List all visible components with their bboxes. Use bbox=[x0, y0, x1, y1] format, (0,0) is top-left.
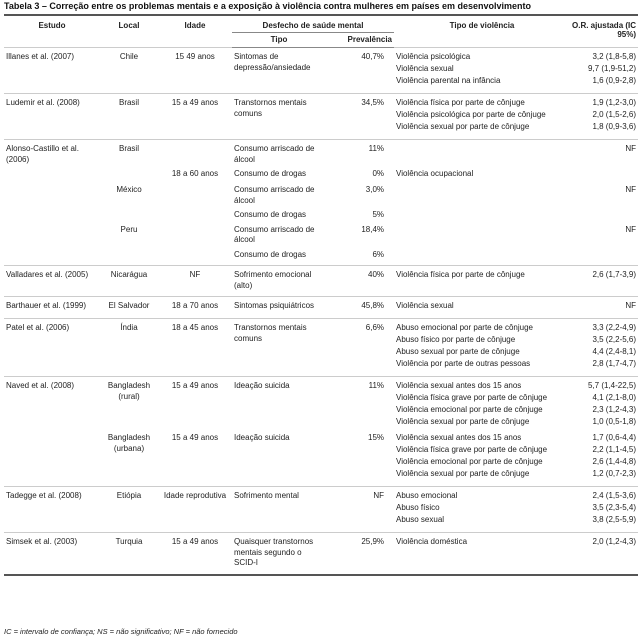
cell-prev: 5% bbox=[372, 210, 385, 219]
cell-violencia bbox=[394, 222, 570, 247]
violencia-item: Violência sexual por parte de cônjuge bbox=[396, 417, 530, 426]
header-estudo: Estudo bbox=[4, 15, 100, 48]
cell-prev: 3,0% bbox=[365, 185, 385, 194]
cell-idade: NF bbox=[158, 266, 232, 297]
cell-or bbox=[570, 247, 638, 266]
table-title: Tabela 3 – Correção entre os problemas mentais e a exposição à violência contra mulheres em países em desenvolvimento bbox=[4, 1, 532, 11]
violencia-item: Violência física por parte de cônjuge bbox=[396, 98, 525, 107]
cell-violencia bbox=[394, 266, 570, 297]
study-group bbox=[4, 533, 638, 575]
violencia-item: Violência sexual por parte de cônjuge bbox=[396, 122, 530, 131]
cell-tipo: Consumo arriscado de álcool bbox=[234, 224, 315, 244]
violencia-item: Abuso físico por parte de cônjuge bbox=[396, 335, 516, 344]
cell-local: Índia bbox=[100, 319, 158, 377]
or-item: NF bbox=[625, 144, 637, 153]
violencia-item: Violência ocupacional bbox=[396, 169, 474, 178]
cell-local: Turquia bbox=[100, 533, 158, 575]
cell-estudo: Patel et al. (2006) bbox=[4, 319, 100, 377]
cell-prev: 6,6% bbox=[326, 319, 394, 377]
cell-estudo: Barthauer et al. (1999) bbox=[4, 297, 100, 319]
cell-prev: NF bbox=[326, 487, 394, 533]
cell-prev: 45,8% bbox=[326, 297, 394, 319]
study-group bbox=[4, 266, 638, 297]
cell-idade bbox=[158, 222, 232, 247]
cell-tipo: Transtornos mentais comuns bbox=[232, 319, 326, 377]
cell-violencia bbox=[394, 533, 570, 575]
or-item: 2,3 (1,2-4,3) bbox=[592, 405, 637, 414]
table-row bbox=[4, 182, 638, 207]
or-item: 4,4 (2,4-8,1) bbox=[592, 347, 637, 356]
cell-tipo: Consumo de drogas bbox=[234, 210, 307, 219]
cell-idade: 15 a 49 anos bbox=[158, 533, 232, 575]
table-row bbox=[4, 430, 638, 487]
cell-estudo: Alonso-Castillo et al. (2006) bbox=[4, 140, 100, 167]
cell-local bbox=[100, 166, 158, 182]
violencia-item: Violência psicológica por parte de cônjuge bbox=[396, 110, 546, 119]
violencia-item: Violência emocional por parte de cônjuge bbox=[396, 405, 543, 414]
cell-prev: 11% bbox=[326, 140, 394, 167]
table-row bbox=[4, 319, 638, 377]
cell-prev: 15% bbox=[368, 433, 385, 442]
cell-local: Brasil bbox=[100, 140, 158, 167]
cell-estudo: Illanes et al. (2007) bbox=[4, 48, 100, 94]
cell-tipo: Consumo arriscado de álcool bbox=[232, 140, 326, 167]
cell-prev: 40,7% bbox=[326, 48, 394, 94]
table-row bbox=[4, 377, 638, 431]
or-item: 3,5 (2,2-5,6) bbox=[592, 335, 637, 344]
or-item: 2,2 (1,1-4,5) bbox=[592, 445, 637, 454]
violencia-item: Abuso sexual bbox=[396, 515, 445, 524]
cell-idade bbox=[158, 247, 232, 266]
or-item: NF bbox=[625, 185, 637, 194]
cell-tipo: Sintomas de depressão/ansiedade bbox=[232, 48, 326, 94]
cell-tipo: Sintomas psiquiátricos bbox=[232, 297, 326, 319]
header-tipo: Tipo bbox=[232, 33, 326, 48]
violencia-item: Abuso emocional por parte de cônjuge bbox=[396, 323, 533, 332]
cell-prev: 0% bbox=[372, 169, 385, 178]
cell-or bbox=[570, 140, 638, 167]
violencia-item: Violência parental na infância bbox=[396, 76, 501, 85]
or-item: NF bbox=[625, 301, 637, 310]
results-table bbox=[4, 14, 638, 576]
violencia-item: Violência psicológica bbox=[396, 52, 471, 61]
cell-violencia bbox=[394, 297, 570, 319]
table-row bbox=[4, 222, 638, 247]
table-row bbox=[4, 247, 638, 266]
cell-estudo bbox=[4, 430, 100, 487]
or-item: 4,1 (2,1-8,0) bbox=[592, 393, 637, 402]
violencia-item: Violência sexual antes dos 15 anos bbox=[396, 433, 522, 442]
cell-local: Bangladesh (urbana) bbox=[107, 433, 151, 453]
study-group bbox=[4, 297, 638, 319]
table-row bbox=[4, 533, 638, 575]
or-item: 1,7 (0,6-4,4) bbox=[592, 433, 637, 442]
cell-idade: 15 a 49 anos bbox=[171, 433, 219, 442]
cell-tipo: Quaisquer transtornos mentais segundo o SCID-I bbox=[232, 533, 326, 575]
cell-local: Chile bbox=[100, 48, 158, 94]
table-row bbox=[4, 48, 638, 94]
or-item: 1,2 (0,7-2,3) bbox=[592, 469, 637, 478]
violencia-item: Violência sexual antes dos 15 anos bbox=[396, 381, 522, 390]
study-group bbox=[4, 140, 638, 266]
study-group bbox=[4, 94, 638, 140]
cell-estudo bbox=[4, 247, 100, 266]
or-item: 2,4 (1,5-3,6) bbox=[592, 491, 637, 500]
cell-violencia bbox=[394, 377, 570, 431]
cell-violencia bbox=[394, 319, 570, 377]
cell-or bbox=[570, 377, 638, 431]
cell-or bbox=[570, 297, 638, 319]
or-item: 2,6 (1,4-4,8) bbox=[592, 457, 637, 466]
footnote: IC = intervalo de confiança; NS = não significativo; NF = não fornecido bbox=[4, 627, 238, 636]
cell-idade bbox=[158, 207, 232, 222]
table-row bbox=[4, 140, 638, 167]
cell-idade: 18 a 70 anos bbox=[158, 297, 232, 319]
header-desfecho: Desfecho de saúde mental bbox=[232, 15, 394, 33]
cell-tipo: Consumo de drogas bbox=[234, 169, 307, 178]
header-local: Local bbox=[100, 15, 158, 48]
cell-tipo: Consumo arriscado de álcool bbox=[234, 185, 315, 205]
cell-tipo: Consumo de drogas bbox=[234, 249, 307, 259]
cell-or bbox=[570, 533, 638, 575]
cell-violencia bbox=[394, 140, 570, 167]
cell-violencia bbox=[394, 94, 570, 140]
cell-estudo bbox=[4, 166, 100, 182]
cell-estudo: Tadegge et al. (2008) bbox=[4, 487, 100, 533]
cell-estudo: Valladares et al. (2005) bbox=[4, 266, 100, 297]
table-row bbox=[4, 166, 638, 182]
cell-prev: 18,4% bbox=[361, 224, 385, 234]
cell-local: México bbox=[116, 185, 142, 194]
header-idade: Idade bbox=[158, 15, 232, 48]
violencia-item: Abuso sexual por parte de cônjuge bbox=[396, 347, 520, 356]
or-item: 2,0 (1,5-2,6) bbox=[592, 110, 637, 119]
cell-or bbox=[570, 94, 638, 140]
or-item: 1,8 (0,9-3,6) bbox=[592, 122, 637, 131]
cell-or bbox=[570, 207, 638, 222]
cell-idade: 18 a 45 anos bbox=[158, 319, 232, 377]
cell-estudo: Simsek et al. (2003) bbox=[4, 533, 100, 575]
cell-violencia bbox=[394, 207, 570, 222]
cell-local: Nicarágua bbox=[100, 266, 158, 297]
header-violencia: Tipo de violência bbox=[394, 15, 570, 48]
violencia-item: Violência doméstica bbox=[396, 537, 468, 546]
violencia-item: Violência sexual bbox=[396, 301, 454, 310]
violencia-item: Violência sexual por parte de cônjuge bbox=[396, 469, 530, 478]
cell-prev: 25,9% bbox=[326, 533, 394, 575]
header-or: O.R. ajustada (IC 95%) bbox=[570, 15, 638, 48]
cell-local: Bangladesh (rural) bbox=[100, 377, 158, 431]
cell-prev: 11% bbox=[326, 377, 394, 431]
cell-violencia bbox=[394, 48, 570, 94]
or-item: 1,9 (1,2-3,0) bbox=[592, 98, 637, 107]
violencia-item: Violência emocional por parte de cônjuge bbox=[396, 457, 543, 466]
cell-tipo: Ideação suicida bbox=[232, 377, 326, 431]
cell-idade: 15 a 49 anos bbox=[158, 377, 232, 431]
cell-violencia bbox=[394, 182, 570, 207]
cell-or bbox=[570, 222, 638, 247]
cell-local: Peru bbox=[120, 224, 138, 234]
or-item: 3,2 (1,8-5,8) bbox=[592, 52, 637, 61]
cell-or bbox=[570, 266, 638, 297]
violencia-item: Abuso físico bbox=[396, 503, 440, 512]
cell-or bbox=[570, 319, 638, 377]
violencia-item: Abuso emocional bbox=[396, 491, 458, 500]
cell-or bbox=[570, 430, 638, 487]
cell-estudo bbox=[4, 222, 100, 247]
table-row bbox=[4, 487, 638, 533]
study-group bbox=[4, 487, 638, 533]
cell-violencia bbox=[394, 247, 570, 266]
cell-idade bbox=[158, 140, 232, 167]
or-item: 5,7 (1,4-22,5) bbox=[587, 381, 637, 390]
or-item: 3,3 (2,2-4,9) bbox=[592, 323, 637, 332]
or-item: 9,7 (1,9-51,2) bbox=[587, 64, 637, 73]
or-item: 2,6 (1,7-3,9) bbox=[592, 270, 637, 279]
cell-or bbox=[570, 48, 638, 94]
header-prevalencia: Prevalência bbox=[326, 33, 394, 48]
cell-idade: 15 49 anos bbox=[158, 48, 232, 94]
table-row bbox=[4, 297, 638, 319]
cell-idade: 18 a 60 anos bbox=[171, 169, 219, 178]
or-item: 3,8 (2,5-5,9) bbox=[592, 515, 637, 524]
cell-estudo: Ludemir et al. (2008) bbox=[4, 94, 100, 140]
study-group bbox=[4, 377, 638, 487]
cell-or bbox=[570, 166, 638, 182]
or-item: 1,0 (0,5-1,8) bbox=[592, 417, 637, 426]
cell-local: Etiópia bbox=[100, 487, 158, 533]
cell-estudo bbox=[4, 207, 100, 222]
cell-violencia bbox=[394, 430, 570, 487]
cell-idade: 15 a 49 anos bbox=[158, 94, 232, 140]
or-item: 2,0 (1,2-4,3) bbox=[592, 537, 637, 546]
cell-estudo bbox=[4, 182, 100, 207]
violencia-item: Violência sexual bbox=[396, 64, 454, 73]
cell-tipo: Transtornos mentais comuns bbox=[232, 94, 326, 140]
cell-local: El Salvador bbox=[100, 297, 158, 319]
violencia-item: Violência física grave por parte de cônjuge bbox=[396, 445, 548, 454]
or-item: 1,6 (0,9-2,8) bbox=[592, 76, 637, 85]
cell-idade: Idade reprodutiva bbox=[158, 487, 232, 533]
table-row bbox=[4, 94, 638, 140]
cell-tipo: Sofrimento emocional (alto) bbox=[232, 266, 326, 297]
cell-tipo: Sofrimento mental bbox=[232, 487, 326, 533]
violencia-item: Violência física por parte de cônjuge bbox=[396, 270, 525, 279]
violencia-item: Violência física grave por parte de cônjuge bbox=[396, 393, 548, 402]
cell-or bbox=[570, 182, 638, 207]
table-row bbox=[4, 207, 638, 222]
cell-estudo: Naved et al. (2008) bbox=[4, 377, 100, 431]
cell-prev: 40% bbox=[326, 266, 394, 297]
cell-tipo: Ideação suicida bbox=[234, 433, 290, 442]
cell-prev: 34,5% bbox=[326, 94, 394, 140]
study-group bbox=[4, 48, 638, 94]
cell-or bbox=[570, 487, 638, 533]
violencia-item: Violência por parte de outras pessoas bbox=[396, 359, 531, 368]
cell-local bbox=[100, 207, 158, 222]
or-item: 3,5 (2,3-5,4) bbox=[592, 503, 637, 512]
cell-violencia bbox=[394, 166, 570, 182]
cell-prev: 6% bbox=[372, 249, 385, 259]
cell-violencia bbox=[394, 487, 570, 533]
cell-local bbox=[100, 247, 158, 266]
table-row bbox=[4, 266, 638, 297]
cell-idade bbox=[158, 182, 232, 207]
or-item: NF bbox=[625, 224, 637, 234]
cell-local: Brasil bbox=[100, 94, 158, 140]
or-item: 2,8 (1,7-4,7) bbox=[592, 359, 637, 368]
study-group bbox=[4, 319, 638, 377]
